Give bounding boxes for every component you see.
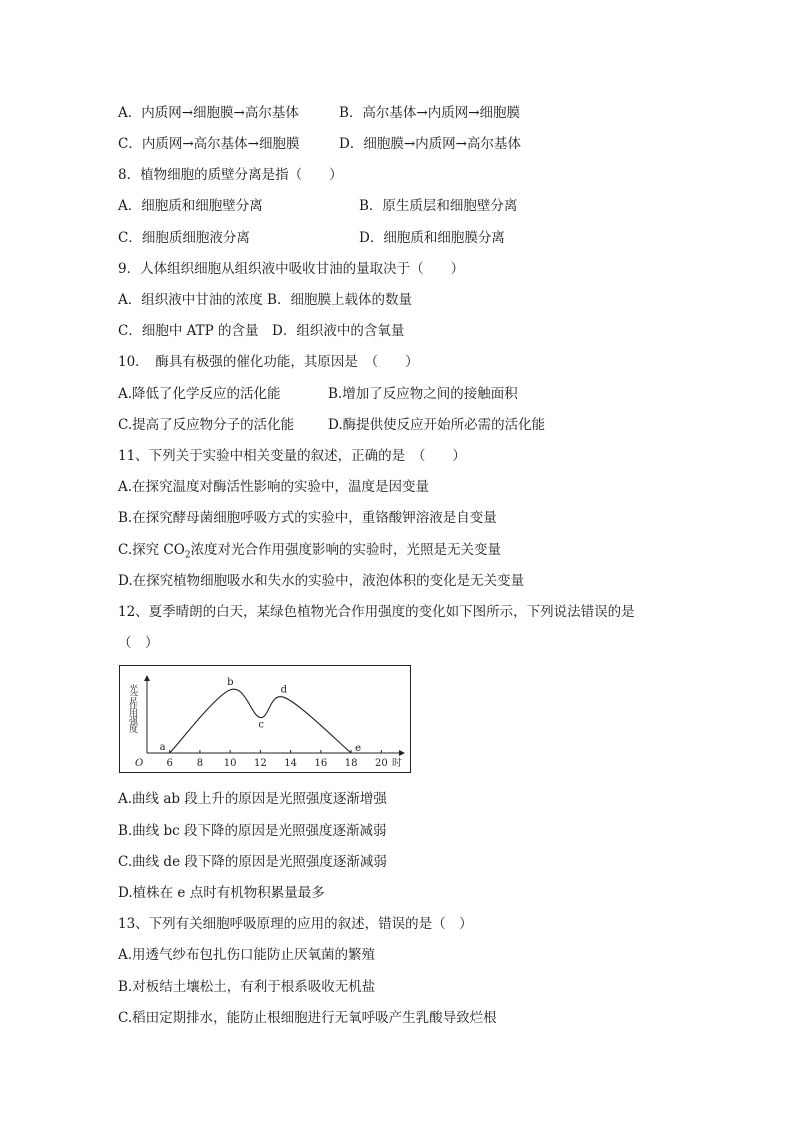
q11-stem: 11、下列关于实验中相关变量的叙述，正确的是 （ ） (118, 448, 466, 464)
q12-stem: 12、夏季晴朗的白天，某绿色植物光合作用强度的变化如下图所示，下列说法错误的是 (118, 604, 635, 620)
q9-stem: 9．人体组织细胞从组织液中吸收甘油的量取决于（ ） (118, 261, 465, 277)
chart-svg (120, 666, 410, 772)
x-tick-label: 8 (196, 758, 204, 769)
q9-options-cd: C．细胞中 ATP 的含量 D．组织液中的含氧量 (118, 323, 405, 339)
q8-option-b: B．原生质层和细胞壁分离 (359, 198, 518, 214)
q13-stem: 13、下列有关细胞呼吸原理的应用的叙述，错误的是（ ） (118, 916, 473, 932)
q12-option-d: D.植株在 e 点时有机物积累量最多 (118, 885, 325, 901)
point-label-e: e (355, 743, 362, 754)
q8-option-a: A．细胞质和细胞壁分离 (118, 198, 263, 214)
x-tick-label: 6 (166, 758, 173, 769)
point-label-b: b (227, 676, 234, 688)
q12-option-b: B.曲线 bc 段下降的原因是光照强度逐渐减弱 (118, 823, 387, 839)
y-axis-label: 光合作用强度 (127, 684, 137, 732)
q10-option-d: D.酶提供使反应开始所必需的活化能 (328, 417, 546, 433)
q10-option-b: B.增加了反应物之间的接触面积 (328, 386, 518, 402)
q8-option-c: C．细胞质细胞液分离 (118, 230, 250, 246)
q8-option-d: D．细胞质和细胞膜分离 (359, 230, 505, 246)
x-tick-label: 10 (223, 758, 237, 769)
photosynthesis-chart (119, 665, 411, 773)
q9-options-ab: A．组织液中甘油的浓度 B．细胞膜上载体的数量 (118, 292, 412, 308)
point-label-c: c (258, 719, 264, 731)
q13-option-a: A.用透气纱布包扎伤口能防止厌氧菌的繁殖 (118, 947, 376, 963)
q12-paren: （ ） (118, 635, 159, 651)
x-tick-label: 18 (344, 758, 358, 769)
q12-option-a: A.曲线 ab 段上升的原因是光照强度逐渐增强 (118, 791, 387, 807)
q11-option-a: A.在探究温度对酶活性影响的实验中，温度是因变量 (118, 479, 430, 495)
q13-option-b: B.对板结土壤松土，有利于根系吸收无机盐 (118, 979, 376, 995)
q12-option-c: C.曲线 de 段下降的原因是光照强度逐渐减弱 (118, 854, 387, 870)
q13-option-c: C.稻田定期排水，能防止根细胞进行无氧呼吸产生乳酸导致烂根 (118, 1010, 497, 1026)
q11-option-b: B.在探究酵母菌细胞呼吸方式的实验中，重铬酸钾溶液是自变量 (118, 510, 497, 526)
q7-option-b: B．高尔基体→内质网→细胞膜 (339, 105, 521, 121)
q11-option-d: D.在探究植物细胞吸水和失水的实验中，液泡体积的变化是无关变量 (118, 573, 525, 589)
point-label-a: a (159, 742, 166, 753)
q11-option-c: C.探究 $CO_2$浓度对光合作用强度影响的实验时，光照是无关变量 (118, 542, 502, 561)
q10-option-a: A.降低了化学反应的活化能 (118, 386, 281, 402)
origin-label: O (135, 758, 144, 769)
q7-option-d: D．细胞膜→内质网→高尔基体 (339, 136, 521, 152)
x-axis-label: 时 (392, 758, 402, 769)
q10-stem: 10． 酶具有极强的催化功能，其原因是 （ ） (118, 354, 419, 370)
q8-stem: 8．植物细胞的质壁分离是指（ ） (118, 167, 343, 183)
x-tick-label: 16 (314, 758, 328, 769)
q10-option-c: C.提高了反应物分子的活化能 (118, 417, 295, 433)
q7-option-a: A．内质网→细胞膜→高尔基体 (118, 105, 299, 121)
x-tick-label: 12 (254, 758, 267, 769)
x-tick-label: 20 (374, 758, 388, 769)
x-tick-label: 14 (284, 758, 297, 769)
q7-option-c: C．内质网→高尔基体→细胞膜 (118, 136, 300, 152)
point-label-d: d (280, 684, 287, 696)
